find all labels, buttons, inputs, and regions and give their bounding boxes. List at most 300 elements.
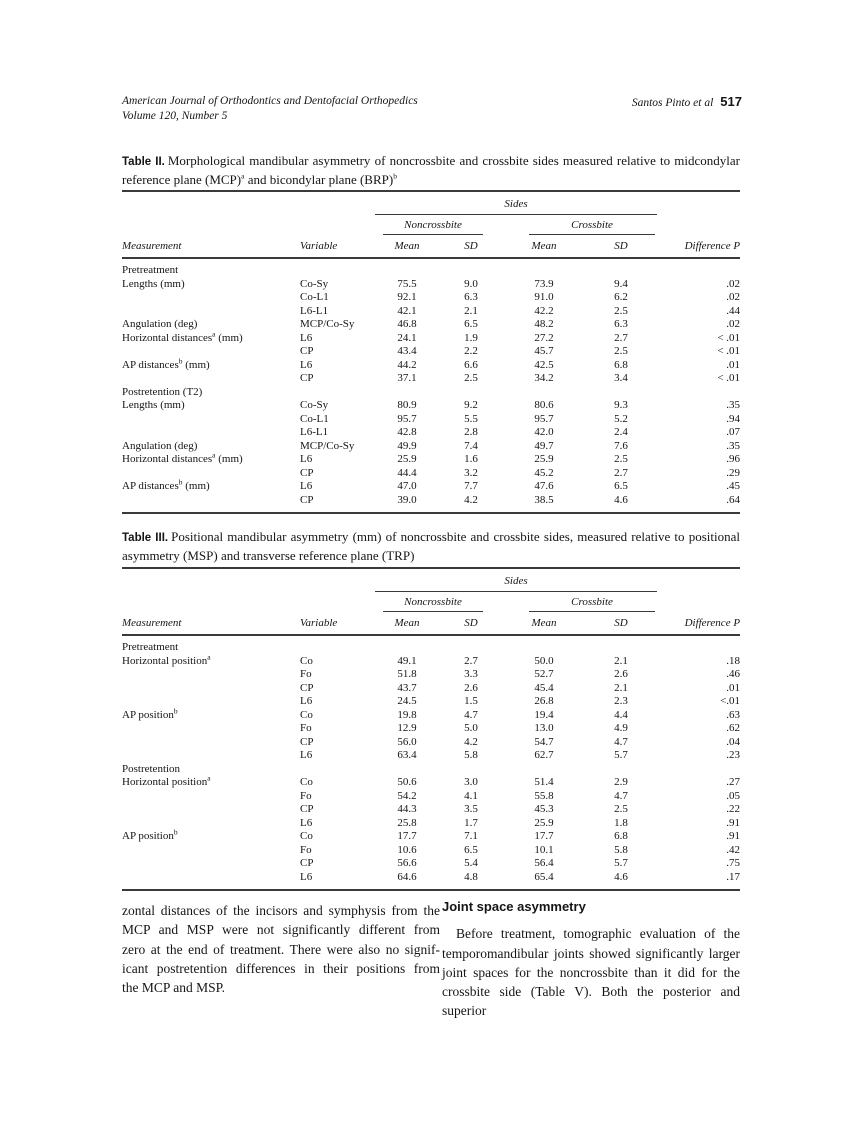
- nc-mean-header: Mean: [375, 612, 439, 635]
- nc-mean-cell: 95.7: [397, 412, 417, 425]
- footnote-marker: b: [173, 705, 178, 715]
- table-data-row: [122, 668, 740, 682]
- table-data-row: [122, 682, 740, 696]
- variable-cell: Co: [300, 708, 313, 721]
- cb-sd-cell: 5.8: [614, 843, 628, 856]
- measurement-cell: [122, 494, 300, 514]
- cb-sd-header: SD: [585, 612, 657, 635]
- p-value-cell: .29: [726, 466, 741, 479]
- nc-sd-cell: 6.5: [464, 318, 478, 330]
- cb-mean-cell: 55.8: [534, 789, 554, 802]
- p-value-cell: < .01: [717, 372, 741, 384]
- cb-sd-cell: 2.1: [614, 654, 628, 667]
- nc-sd-cell: 2.6: [464, 681, 478, 694]
- footnote-marker: a: [207, 773, 211, 783]
- table-data-row: [122, 480, 740, 494]
- nc-sd-cell: 5.4: [464, 857, 478, 869]
- cb-sd-cell: 6.3: [614, 318, 628, 330]
- variable-cell: CP: [300, 372, 314, 384]
- cb-sd-cell: 4.7: [614, 735, 628, 748]
- variable-cell: L6: [300, 453, 313, 465]
- variable-cell: L6: [300, 870, 313, 883]
- p-value-cell: < .01: [717, 331, 741, 344]
- table2: [122, 190, 740, 514]
- nc-sd-cell: 1.9: [464, 331, 478, 344]
- page-number: 517: [720, 94, 742, 109]
- nc-mean-cell: 10.6: [397, 843, 417, 856]
- nc-sd-cell: 4.8: [464, 870, 478, 883]
- nc-sd-cell: 4.2: [464, 493, 478, 506]
- table-section-row: [122, 258, 740, 278]
- cb-sd-cell: 9.4: [614, 277, 628, 290]
- cb-sd-cell: 2.6: [614, 668, 628, 680]
- nc-mean-cell: 47.0: [397, 480, 417, 492]
- table-data-row: [122, 790, 740, 804]
- cb-sd-cell: 7.6: [614, 439, 628, 452]
- nc-sd-cell: 3.0: [464, 776, 478, 788]
- cb-mean-cell: 91.0: [534, 291, 554, 303]
- table-data-row: [122, 736, 740, 750]
- table-data-row: [122, 830, 740, 844]
- p-value-cell: .17: [726, 870, 741, 883]
- journal-issue: Volume 120, Number 5: [122, 109, 228, 122]
- measurement-cell: [122, 803, 300, 817]
- table-data-row: [122, 291, 740, 305]
- p-value-cell: .91: [726, 816, 741, 829]
- table-data-row: [122, 655, 740, 669]
- table-data-row: [122, 844, 740, 858]
- nc-sd-cell: 6.5: [464, 843, 478, 856]
- nc-mean-cell: 50.6: [397, 776, 417, 788]
- nc-sd-cell: 4.7: [464, 708, 478, 721]
- text-line: crossbite side (Table V). Both the posterior and superior: [442, 984, 740, 1019]
- cb-mean-cell: 45.4: [534, 681, 554, 694]
- nc-sd-cell: 5.5: [464, 412, 478, 425]
- measurement-cell: Angulation (deg): [122, 318, 198, 330]
- table2-body: [122, 258, 740, 513]
- table-data-row: [122, 494, 740, 514]
- table-section-row: [122, 386, 740, 400]
- nc-sd-header: SD: [439, 235, 503, 258]
- measurement-cell: AP distances$^b$ (mm): [122, 477, 210, 492]
- text-line: joint spaces for the noncrossbite than it did for the: [442, 964, 740, 980]
- p-value-cell: .02: [726, 291, 741, 303]
- cb-mean-cell: 17.7: [534, 830, 554, 842]
- nc-mean-cell: 49.1: [397, 654, 417, 667]
- cb-sd-cell: 3.4: [614, 372, 628, 384]
- nc-mean-cell: 54.2: [397, 789, 417, 802]
- variable-cell: Co: [300, 654, 313, 667]
- p-value-cell: .94: [726, 412, 741, 425]
- table-data-row: [122, 871, 740, 891]
- section-label: Pretreatment: [122, 264, 179, 276]
- variable-cell: Co-Sy: [300, 399, 329, 411]
- authors-shorthand: Santos Pinto et al: [631, 97, 714, 109]
- cb-mean-cell: 26.8: [534, 695, 554, 707]
- measurement-cell: Angulation (deg): [122, 439, 198, 452]
- p-value-cell: .23: [726, 749, 741, 761]
- nc-sd-cell: 9.0: [464, 277, 478, 290]
- cb-mean-cell: 49.7: [534, 439, 554, 452]
- nc-mean-cell: 51.8: [397, 668, 417, 680]
- cb-mean-header: Mean: [503, 612, 585, 635]
- table-data-row: [122, 817, 740, 831]
- crossbite-header: Crossbite: [503, 215, 657, 236]
- nc-sd-cell: 7.7: [464, 480, 478, 492]
- nc-sd-cell: 7.4: [464, 439, 478, 452]
- p-value-cell: .45: [726, 480, 741, 492]
- noncrossbite-header: Noncrossbite: [375, 592, 503, 613]
- nc-mean-cell: 42.8: [397, 426, 417, 438]
- cb-sd-cell: 6.8: [614, 830, 628, 842]
- left-paragraph: [122, 901, 440, 997]
- nc-mean-cell: 80.9: [397, 399, 417, 411]
- p-value-cell: .96: [726, 453, 741, 465]
- text-line: zero at the end of treatment. There were also no signif-: [122, 941, 440, 957]
- variable-cell: Co-L1: [300, 291, 329, 303]
- cb-mean-cell: 42.0: [534, 426, 554, 438]
- measurement-header: Measurement: [122, 612, 300, 635]
- variable-cell: L6: [300, 816, 313, 829]
- table-data-row: [122, 332, 740, 346]
- footnote-marker: b: [178, 355, 183, 365]
- nc-sd-cell: 1.5: [464, 695, 478, 707]
- cb-mean-cell: 52.7: [534, 668, 554, 680]
- cb-mean-cell: 25.9: [534, 816, 554, 829]
- nc-mean-cell: 44.3: [397, 803, 417, 815]
- table-data-row: [122, 776, 740, 790]
- p-value-cell: < .01: [717, 345, 741, 357]
- table3: [122, 567, 740, 891]
- group-header-row: [122, 592, 740, 613]
- cb-sd-cell: 4.6: [614, 870, 628, 883]
- nc-mean-cell: 75.5: [397, 277, 417, 290]
- p-value-cell: <.01: [720, 695, 741, 707]
- measurement-cell: [122, 426, 300, 440]
- p-value-cell: .46: [726, 668, 741, 680]
- nc-sd-cell: 5.0: [464, 722, 478, 734]
- variable-cell: Fo: [300, 789, 312, 802]
- text-line: Before treatment, tomographic evaluation of the: [456, 926, 740, 942]
- measurement-cell: [122, 372, 300, 386]
- cb-sd-cell: 2.1: [614, 681, 628, 694]
- cb-sd-cell: 5.7: [614, 857, 628, 869]
- noncrossbite-header: Noncrossbite: [375, 215, 503, 236]
- cb-sd-cell: 2.4: [614, 426, 628, 438]
- table-data-row: [122, 345, 740, 359]
- cb-sd-header: SD: [585, 235, 657, 258]
- nc-mean-cell: 92.1: [397, 291, 417, 303]
- cb-sd-cell: 2.5: [614, 345, 628, 357]
- sides-header-row: [122, 568, 740, 592]
- nc-sd-cell: 6.3: [464, 291, 478, 303]
- cb-sd-cell: 2.5: [614, 803, 628, 815]
- difference-p-header: Difference P: [657, 612, 740, 635]
- nc-mean-cell: 44.2: [397, 358, 417, 371]
- cb-sd-cell: 6.8: [614, 358, 628, 371]
- cb-mean-cell: 73.9: [534, 277, 554, 290]
- right-paragraph: [442, 924, 740, 1020]
- cb-mean-cell: 65.4: [534, 870, 554, 883]
- measurement-cell: AP position$^b$: [122, 705, 178, 721]
- variable-cell: L6: [300, 358, 313, 371]
- nc-mean-cell: 42.1: [397, 304, 417, 317]
- p-value-cell: .27: [726, 776, 741, 788]
- cb-sd-cell: 4.7: [614, 789, 628, 802]
- table-data-row: [122, 305, 740, 319]
- sides-header: Sides: [375, 568, 657, 592]
- column-header-row: [122, 235, 740, 258]
- running-head-left: [122, 94, 418, 123]
- nc-sd-cell: 3.3: [464, 668, 478, 680]
- cb-mean-cell: 10.1: [534, 843, 554, 856]
- body-text-left-column: [122, 901, 440, 997]
- nc-sd-cell: 4.2: [464, 735, 478, 748]
- measurement-cell: [122, 682, 300, 696]
- cb-mean-cell: 38.5: [534, 493, 554, 506]
- footnote-marker: b: [393, 171, 397, 181]
- table-data-row: [122, 413, 740, 427]
- p-value-cell: .07: [726, 426, 741, 438]
- text-line: temporomandibular joints showed significantly larger: [442, 945, 740, 961]
- sides-header-row: [122, 191, 740, 215]
- cb-mean-cell: 19.4: [534, 708, 554, 721]
- sides-header: Sides: [375, 191, 657, 215]
- measurement-cell: [122, 291, 300, 305]
- variable-cell: L6: [300, 331, 313, 344]
- p-value-cell: .75: [726, 857, 741, 869]
- variable-cell: CP: [300, 681, 314, 694]
- cb-sd-cell: 4.4: [614, 708, 628, 721]
- variable-header: Variable: [300, 612, 375, 635]
- nc-mean-cell: 46.8: [397, 318, 417, 330]
- p-value-cell: .02: [726, 318, 741, 330]
- group-header-row: [122, 215, 740, 236]
- measurement-cell: Horizontal position$^a$: [122, 773, 211, 788]
- cb-mean-cell: 47.6: [534, 480, 554, 492]
- measurement-cell: Horizontal position$^a$: [122, 651, 211, 667]
- cb-sd-cell: 9.3: [614, 399, 628, 411]
- p-value-cell: .04: [726, 735, 741, 748]
- variable-cell: L6: [300, 695, 313, 707]
- p-value-cell: .01: [726, 681, 741, 694]
- variable-cell: CP: [300, 857, 314, 869]
- table3-caption: [122, 528, 740, 564]
- text-line: MCP and MSP were not significantly different from: [122, 922, 440, 938]
- variable-cell: CP: [300, 735, 314, 748]
- table2-head: [122, 191, 740, 258]
- nc-sd-cell: 1.6: [464, 453, 478, 465]
- cb-sd-cell: 2.7: [614, 331, 628, 344]
- cb-mean-cell: 54.7: [534, 735, 554, 748]
- cb-sd-cell: 5.2: [614, 412, 628, 425]
- nc-sd-cell: 1.7: [464, 816, 478, 829]
- nc-sd-cell: 2.7: [464, 654, 478, 667]
- nc-mean-cell: 56.6: [397, 857, 417, 869]
- p-value-cell: .44: [726, 304, 741, 317]
- footnote-marker: a: [212, 450, 216, 460]
- nc-mean-cell: 49.9: [397, 439, 417, 452]
- table2-label: Table II.: [122, 156, 165, 168]
- text-line: zontal distances of the incisors and symphysis from the: [122, 903, 440, 918]
- cb-mean-cell: 45.2: [534, 466, 554, 479]
- variable-cell: Fo: [300, 668, 312, 680]
- cb-mean-header: Mean: [503, 235, 585, 258]
- nc-mean-cell: 12.9: [397, 722, 417, 734]
- table-data-row: [122, 359, 740, 373]
- cb-sd-cell: 6.5: [614, 480, 628, 492]
- footnote-marker: a: [241, 171, 245, 181]
- p-value-cell: .62: [726, 722, 741, 734]
- variable-cell: Co-L1: [300, 412, 329, 425]
- table-data-row: [122, 453, 740, 467]
- cb-mean-cell: 34.2: [534, 372, 554, 384]
- cb-sd-cell: 5.7: [614, 749, 628, 761]
- cb-sd-cell: 2.9: [614, 776, 628, 788]
- nc-sd-header: SD: [439, 612, 503, 635]
- nc-sd-cell: 6.6: [464, 358, 478, 371]
- cb-mean-cell: 51.4: [534, 776, 554, 788]
- cb-sd-cell: 2.7: [614, 466, 628, 479]
- measurement-cell: Horizontal distances$^a$ (mm): [122, 328, 243, 344]
- measurement-cell: [122, 857, 300, 871]
- cb-mean-cell: 42.2: [534, 304, 554, 317]
- footnote-marker: a: [207, 651, 211, 661]
- cb-mean-cell: 50.0: [534, 654, 554, 667]
- cb-sd-cell: 1.8: [614, 816, 628, 829]
- nc-sd-cell: 2.2: [464, 345, 478, 357]
- measurement-cell: [122, 790, 300, 804]
- table3-head: [122, 568, 740, 635]
- table3-caption-text: Positional mandibular asymmetry (mm) of noncrossbite and crossbite sides, measured relative to positional asymmetry (MSP) and transverse reference plane (TRP): [122, 529, 740, 563]
- variable-cell: Co: [300, 776, 313, 788]
- p-value-cell: .35: [726, 399, 741, 411]
- cb-sd-cell: 6.2: [614, 291, 628, 303]
- nc-sd-cell: 2.5: [464, 372, 478, 384]
- journal-title: American Journal of Orthodontics and Dentofacial Orthopedics: [122, 95, 418, 107]
- p-value-cell: .35: [726, 439, 741, 452]
- measurement-cell: [122, 345, 300, 359]
- footnote-marker: a: [212, 328, 216, 338]
- measurement-cell: AP distances$^b$ (mm): [122, 355, 210, 371]
- p-value-cell: .01: [726, 358, 741, 371]
- nc-sd-cell: 2.8: [464, 426, 478, 438]
- nc-mean-cell: 19.8: [397, 708, 417, 721]
- table-section-row: [122, 763, 740, 777]
- variable-cell: Co: [300, 830, 313, 842]
- table-data-row: [122, 372, 740, 386]
- measurement-cell: Lengths (mm): [122, 399, 185, 411]
- section-label: Postretention (T2): [122, 385, 203, 398]
- variable-cell: CP: [300, 345, 314, 357]
- table2-caption: [122, 152, 740, 188]
- running-head-right: [632, 94, 742, 109]
- table2-caption-text: Morphological mandibular asymmetry of noncrossbite and crossbite sides measured relative to midcondylar reference plane (MCP)$^a$ and bicondylar plane (BRP)$^b$: [122, 153, 740, 187]
- variable-cell: CP: [300, 803, 314, 815]
- measurement-cell: [122, 695, 300, 709]
- variable-cell: L6-L1: [300, 426, 329, 438]
- cb-sd-cell: 2.3: [614, 695, 628, 707]
- nc-mean-cell: 56.0: [397, 735, 417, 748]
- measurement-cell: [122, 668, 300, 682]
- measurement-cell: [122, 722, 300, 736]
- table-data-row: [122, 857, 740, 871]
- table3-label: Table III.: [122, 532, 169, 544]
- nc-mean-cell: 24.1: [397, 331, 417, 344]
- nc-mean-header: Mean: [375, 235, 439, 258]
- nc-mean-cell: 39.0: [397, 493, 417, 506]
- table-data-row: [122, 803, 740, 817]
- table-data-row: [122, 695, 740, 709]
- measurement-cell: Lengths (mm): [122, 277, 185, 290]
- variable-cell: L6: [300, 749, 313, 761]
- p-value-cell: .22: [726, 803, 741, 815]
- cb-mean-cell: 13.0: [534, 722, 554, 734]
- variable-cell: L6-L1: [300, 304, 329, 317]
- section-label: Pretreatment: [122, 641, 179, 653]
- variable-cell: L6: [300, 480, 313, 492]
- measurement-cell: Horizontal distances$^a$ (mm): [122, 450, 243, 465]
- p-value-cell: .42: [726, 843, 741, 856]
- nc-mean-cell: 25.8: [397, 816, 417, 829]
- column-header-row: [122, 612, 740, 635]
- nc-sd-cell: 3.5: [464, 803, 478, 815]
- cb-mean-cell: 27.2: [534, 331, 554, 344]
- measurement-cell: [122, 413, 300, 427]
- variable-cell: Fo: [300, 843, 312, 856]
- measurement-cell: [122, 749, 300, 763]
- table-data-row: [122, 749, 740, 763]
- section-heading: Joint space asymmetry: [442, 899, 586, 914]
- measurement-cell: [122, 844, 300, 858]
- nc-sd-cell: 4.1: [464, 789, 478, 802]
- p-value-cell: .18: [726, 654, 741, 667]
- table3-body: [122, 635, 740, 890]
- nc-mean-cell: 37.1: [397, 372, 417, 384]
- table-data-row: [122, 426, 740, 440]
- variable-cell: Fo: [300, 722, 312, 734]
- nc-mean-cell: 17.7: [397, 830, 417, 842]
- cb-mean-cell: 80.6: [534, 399, 554, 411]
- cb-mean-cell: 45.7: [534, 345, 554, 357]
- table-data-row: [122, 709, 740, 723]
- measurement-cell: AP position$^b$: [122, 827, 178, 842]
- cb-sd-cell: 2.5: [614, 304, 628, 317]
- cb-mean-cell: 56.4: [534, 857, 554, 869]
- variable-cell: CP: [300, 493, 314, 506]
- difference-p-header: Difference P: [657, 235, 740, 258]
- nc-sd-cell: 3.2: [464, 466, 478, 479]
- nc-sd-cell: 2.1: [464, 304, 478, 317]
- cb-mean-cell: 95.7: [534, 412, 554, 425]
- measurement-cell: [122, 817, 300, 831]
- p-value-cell: .63: [726, 708, 741, 721]
- cb-mean-cell: 48.2: [534, 318, 554, 330]
- measurement-cell: [122, 305, 300, 319]
- nc-mean-cell: 25.9: [397, 453, 417, 465]
- table-data-row: [122, 722, 740, 736]
- cb-mean-cell: 25.9: [534, 453, 554, 465]
- variable-cell: CP: [300, 466, 314, 479]
- nc-sd-cell: 9.2: [464, 399, 478, 411]
- body-text-right-column: [442, 897, 740, 1021]
- text-line: icant postretention differences in their positions from: [122, 960, 440, 976]
- nc-mean-cell: 24.5: [397, 695, 417, 707]
- nc-mean-cell: 43.4: [397, 345, 417, 357]
- table-data-row: [122, 467, 740, 481]
- variable-cell: Co-Sy: [300, 277, 329, 290]
- nc-mean-cell: 43.7: [397, 681, 417, 694]
